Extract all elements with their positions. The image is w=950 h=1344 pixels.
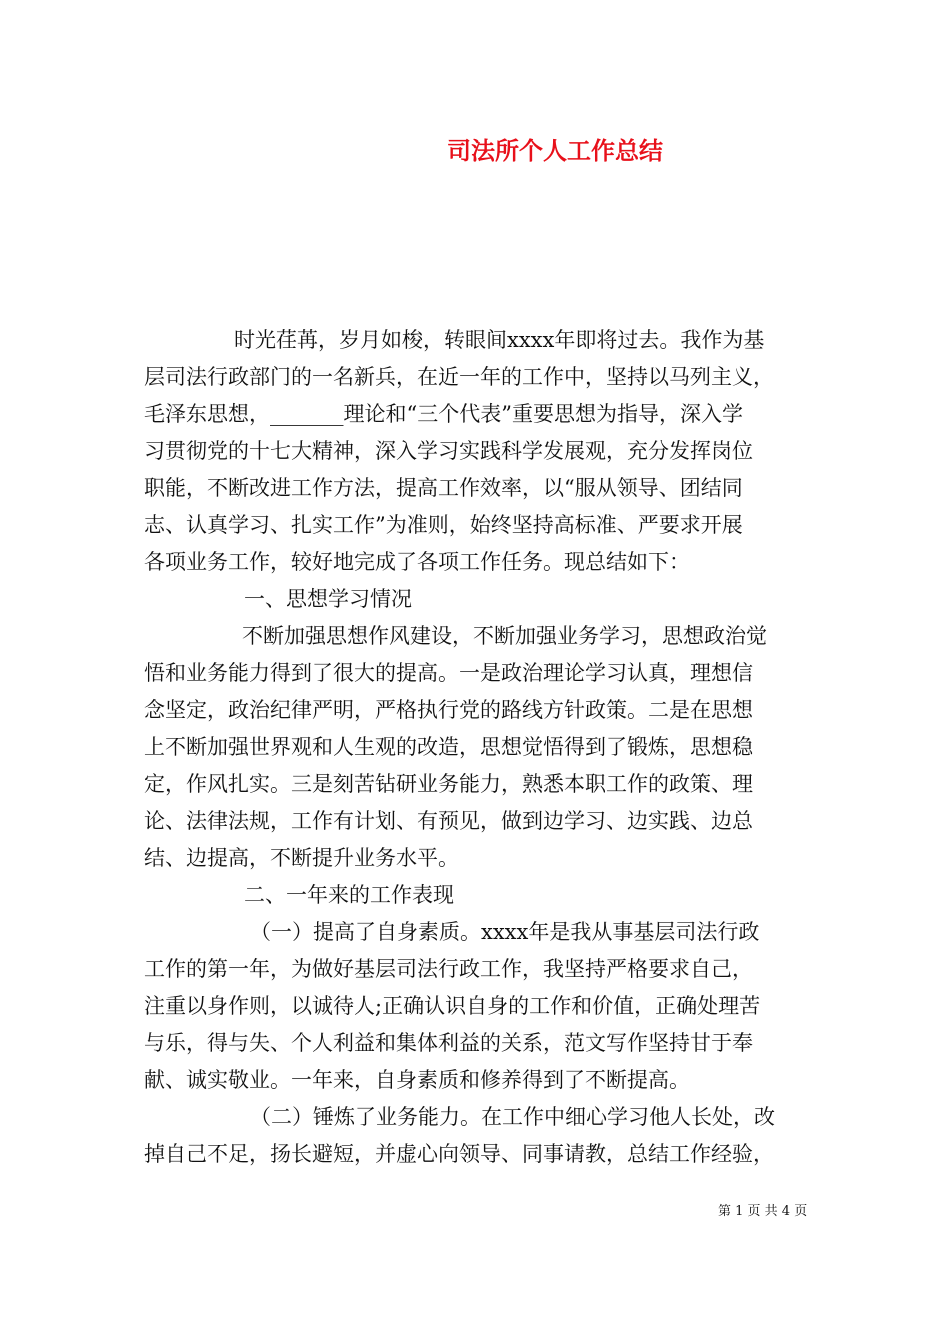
body-line: 不断加强思想作风建设，不断加强业务学习，思想政治觉: [242, 624, 767, 648]
body-line: 献、诚实敬业。一年来，自身素质和修养得到了不断提高。: [144, 1068, 690, 1092]
section-heading: 二、一年来的工作表现: [244, 883, 454, 907]
body-line: 结、边提高，不断提升业务水平。: [144, 846, 459, 870]
body-line: 习贯彻党的十七大精神，深入学习实践科学发展观，充分发挥岗位: [144, 439, 753, 463]
body-line: 掉自己不足，扬长避短，并虚心向领导、同事请教，总结工作经验，: [144, 1142, 774, 1166]
body-line: 职能，不断改进工作方法，提高工作效率，以“服从领导、团结同: [144, 476, 743, 500]
body-line: 层司法行政部门的一名新兵，在近一年的工作中，坚持以马列主义，: [144, 365, 774, 389]
body-line: 与乐，得与失、个人利益和集体利益的关系，范文写作坚持甘于奉: [144, 1031, 753, 1055]
page-number: 第 1 页 共 4 页: [718, 1204, 808, 1219]
body-line: 上不断加强世界观和人生观的改造，思想觉悟得到了锻炼，思想稳: [144, 735, 753, 759]
body-line: 志、认真学习、扎实工作”为准则，始终坚持高标准、严要求开展: [144, 513, 743, 537]
subsection-line: （一）提高了自身素质。xxxx年是我从事基层司法行政: [250, 920, 760, 944]
body-line: 工作的第一年，为做好基层司法行政工作，我坚持严格要求自己，: [144, 957, 753, 981]
document-body: [144, 322, 812, 1173]
body-line: 悟和业务能力得到了很大的提高。一是政治理论学习认真，理想信: [144, 661, 753, 685]
body-line: 毛泽东思想，_______理论和“三个代表”重要思想为指导，深入学: [144, 402, 743, 426]
body-line: 定，作风扎实。三是刻苦钻研业务能力，熟悉本职工作的政策、理: [144, 772, 753, 796]
body-line: 时光荏苒，岁月如梭，转眼间xxxx年即将过去。我作为基: [234, 328, 765, 352]
subsection-line: （二）锤炼了业务能力。在工作中细心学习他人长处，改: [250, 1105, 775, 1129]
body-line: 注重以身作则，以诚待人;正确认识自身的工作和价值，正确处理苦: [144, 994, 761, 1018]
body-line: 论、法律法规，工作有计划、有预见，做到边学习、边实践、边总: [144, 809, 753, 833]
section-heading: 一、思想学习情况: [244, 587, 412, 611]
document-title: 司法所个人工作总结: [447, 136, 663, 165]
body-line: 念坚定，政治纪律严明，严格执行党的路线方针政策。二是在思想: [144, 698, 753, 722]
body-line: 各项业务工作，较好地完成了各项工作任务。现总结如下：: [144, 550, 690, 574]
